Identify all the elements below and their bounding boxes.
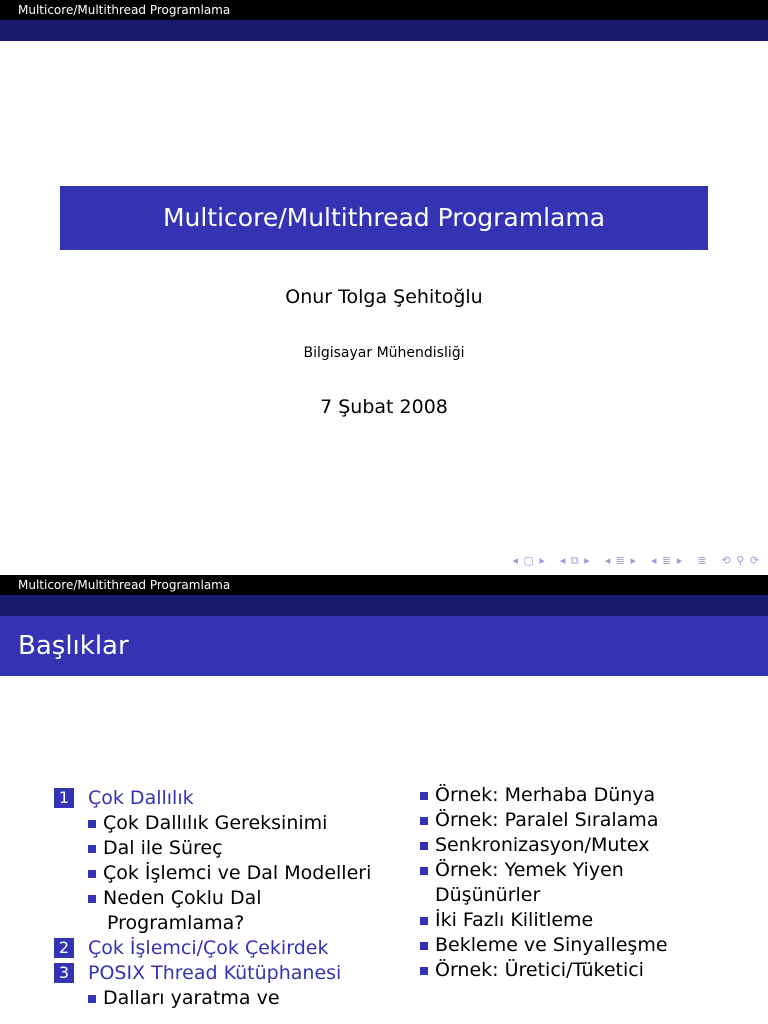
toc-section[interactable] xyxy=(54,936,384,961)
square-bullet-icon xyxy=(420,867,428,875)
presentation-title: Multicore/Multithread Programlama xyxy=(60,186,708,250)
institute: Bilgisayar Mühendisliği xyxy=(303,345,465,361)
square-bullet-icon xyxy=(420,842,428,850)
toc-subsection[interactable]: Dalları yaratma ve xyxy=(54,986,384,1011)
square-bullet-icon xyxy=(420,942,428,950)
nav-slide-icon[interactable]: ◂ ▢ ▸ xyxy=(512,554,546,567)
section-number: 2 xyxy=(54,938,74,958)
toc-left-column xyxy=(54,786,384,1011)
nav-toc-icon[interactable]: ≣ xyxy=(697,554,708,567)
author: Onur Tolga Şehitoğlu xyxy=(285,286,483,308)
section-title: Çok Dallılık xyxy=(88,787,194,809)
toc-subsection[interactable]: Neden Çoklu Dal xyxy=(54,886,384,911)
headline-band xyxy=(0,595,768,616)
toc-right-column xyxy=(420,783,760,983)
square-bullet-icon xyxy=(420,917,428,925)
headline-bar: Multicore/Multithread Programlama xyxy=(0,575,768,595)
square-bullet-icon xyxy=(88,820,96,828)
square-bullet-icon xyxy=(88,870,96,878)
section-number: 1 xyxy=(54,788,74,808)
toc-subsection[interactable]: Çok İşlemci ve Dal Modelleri xyxy=(54,861,384,886)
toc-subsection[interactable]: Bekleme ve Sinyalleşme xyxy=(420,933,760,958)
outline-slide xyxy=(0,575,768,1024)
toc-subsection[interactable]: İki Fazlı Kilitleme xyxy=(420,908,760,933)
square-bullet-icon xyxy=(88,895,96,903)
toc-subsection[interactable]: Çok Dallılık Gereksinimi xyxy=(54,811,384,836)
toc-subsection[interactable]: Örnek: Paralel Sıralama xyxy=(420,808,760,833)
toc-subsection-continued[interactable]: Programlama? xyxy=(107,912,245,934)
toc-subsection[interactable]: Dal ile Süreç xyxy=(54,836,384,861)
square-bullet-icon xyxy=(420,817,428,825)
toc-section[interactable] xyxy=(54,961,384,986)
square-bullet-icon xyxy=(88,995,96,1003)
nav-subsection-icon[interactable]: ◂ ≣ ▸ xyxy=(604,554,638,567)
toc-subsection[interactable]: Örnek: Yemek Yiyen xyxy=(420,858,760,883)
section-title: Çok İşlemci/Çok Çekirdek xyxy=(88,937,329,959)
square-bullet-icon xyxy=(420,967,428,975)
toc-section[interactable] xyxy=(54,786,384,811)
nav-search-icon[interactable]: ⟲ ⚲ ⟳ xyxy=(721,554,760,567)
nav-section-icon[interactable]: ◂ ≣ ▸ xyxy=(651,554,684,567)
toc-subsection-continued[interactable]: Düşünürler xyxy=(435,884,541,906)
section-number: 3 xyxy=(54,963,74,983)
headline-band xyxy=(0,20,768,41)
toc-subsection[interactable]: Örnek: Üretici/Tüketici xyxy=(420,958,760,983)
date: 7 Şubat 2008 xyxy=(320,396,448,418)
section-title: POSIX Thread Kütüphanesi xyxy=(88,962,342,984)
navigation-controls xyxy=(512,554,760,568)
frame-title: Başlıklar xyxy=(0,616,768,676)
square-bullet-icon xyxy=(88,845,96,853)
toc-subsection[interactable]: Örnek: Merhaba Dünya xyxy=(420,783,760,808)
toc-subsection[interactable]: Senkronizasyon/Mutex xyxy=(420,833,760,858)
square-bullet-icon xyxy=(420,792,428,800)
headline-bar: Multicore/Multithread Programlama xyxy=(0,0,768,20)
nav-frame-icon[interactable]: ◂ ⧉ ▸ xyxy=(559,554,591,567)
